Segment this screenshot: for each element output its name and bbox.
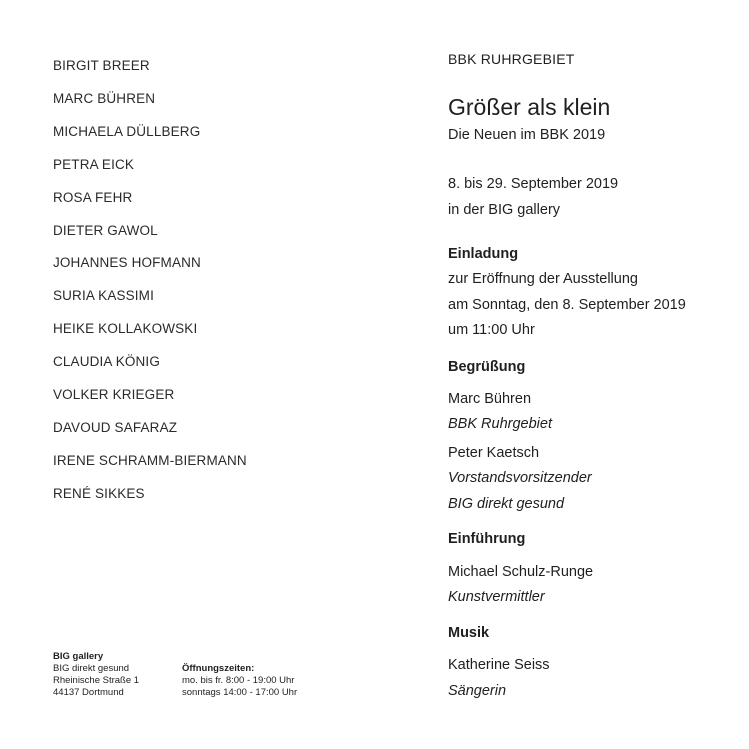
organization-name: BBK RUHRGEBIET (448, 51, 575, 67)
exhibition-dates: 8. bis 29. September 2019 (448, 176, 619, 192)
music-heading: Musik (448, 625, 490, 641)
invitation-line: zur Eröffnung der Ausstellung (448, 271, 638, 287)
address-line: BIG direkt gesund (53, 663, 130, 674)
artist-name: PETRA EICK (53, 156, 135, 172)
gallery-name: BIG gallery (53, 651, 104, 662)
speaker-role: BIG direkt gesund (448, 496, 565, 512)
opening-hours (182, 663, 297, 699)
opening-hours-title: Öffnungszeiten: (182, 663, 255, 674)
exhibition-title: Größer als klein (448, 94, 611, 120)
musician-role: Sängerin (448, 683, 507, 699)
artist-name: CLAUDIA KÖNIG (53, 354, 160, 370)
speaker-name: Peter Kaetsch (448, 445, 540, 461)
invitation-line: am Sonntag, den 8. September 2019 (448, 297, 686, 313)
artist-name: HEIKE KOLLAKOWSKI (53, 321, 198, 337)
speaker-role: Vorstandsvorsitzender (448, 470, 592, 486)
opening-hours-line: mo. bis fr. 8:00 - 19:00 Uhr (182, 675, 295, 686)
introduction-speaker-name: Michael Schulz-Runge (448, 564, 594, 580)
gallery-address (53, 651, 139, 699)
artist-name: MICHAELA DÜLLBERG (53, 123, 201, 139)
exhibition-venue: in der BIG gallery (448, 202, 561, 218)
artist-name: IRENE SCHRAMM-BIERMANN (53, 452, 247, 468)
address-line: 44137 Dortmund (53, 687, 124, 698)
opening-hours-line: sonntags 14:00 - 17:00 Uhr (182, 687, 298, 698)
greeting-heading: Begrüßung (448, 359, 526, 375)
exhibition-subtitle: Die Neuen im BBK 2019 (448, 127, 606, 143)
introduction-speaker-role: Kunstvermittler (448, 589, 545, 605)
introduction-heading: Einführung (448, 531, 526, 547)
invitation-heading: Einladung (448, 246, 519, 262)
artist-list (53, 50, 247, 511)
address-line: Rheinische Straße 1 (53, 675, 140, 686)
artist-name: MARC BÜHREN (53, 90, 156, 106)
speaker-role: BBK Ruhrgebiet (448, 416, 552, 432)
artist-name: BIRGIT BREER (53, 58, 150, 73)
artist-name: DAVOUD SAFARAZ (53, 419, 178, 435)
musician-name: Katherine Seiss (448, 657, 550, 673)
artist-name: VOLKER KRIEGER (53, 387, 175, 403)
speaker-name: Marc Bühren (448, 391, 532, 407)
artist-name: ROSA FEHR (53, 189, 133, 205)
artist-name: RENÉ SIKKES (53, 485, 145, 501)
artist-name: DIETER GAWOL (53, 222, 158, 238)
artist-name: JOHANNES HOFMANN (53, 255, 201, 271)
invitation-line: um 11:00 Uhr (448, 322, 535, 338)
artist-name: SURIA KASSIMI (53, 288, 154, 304)
